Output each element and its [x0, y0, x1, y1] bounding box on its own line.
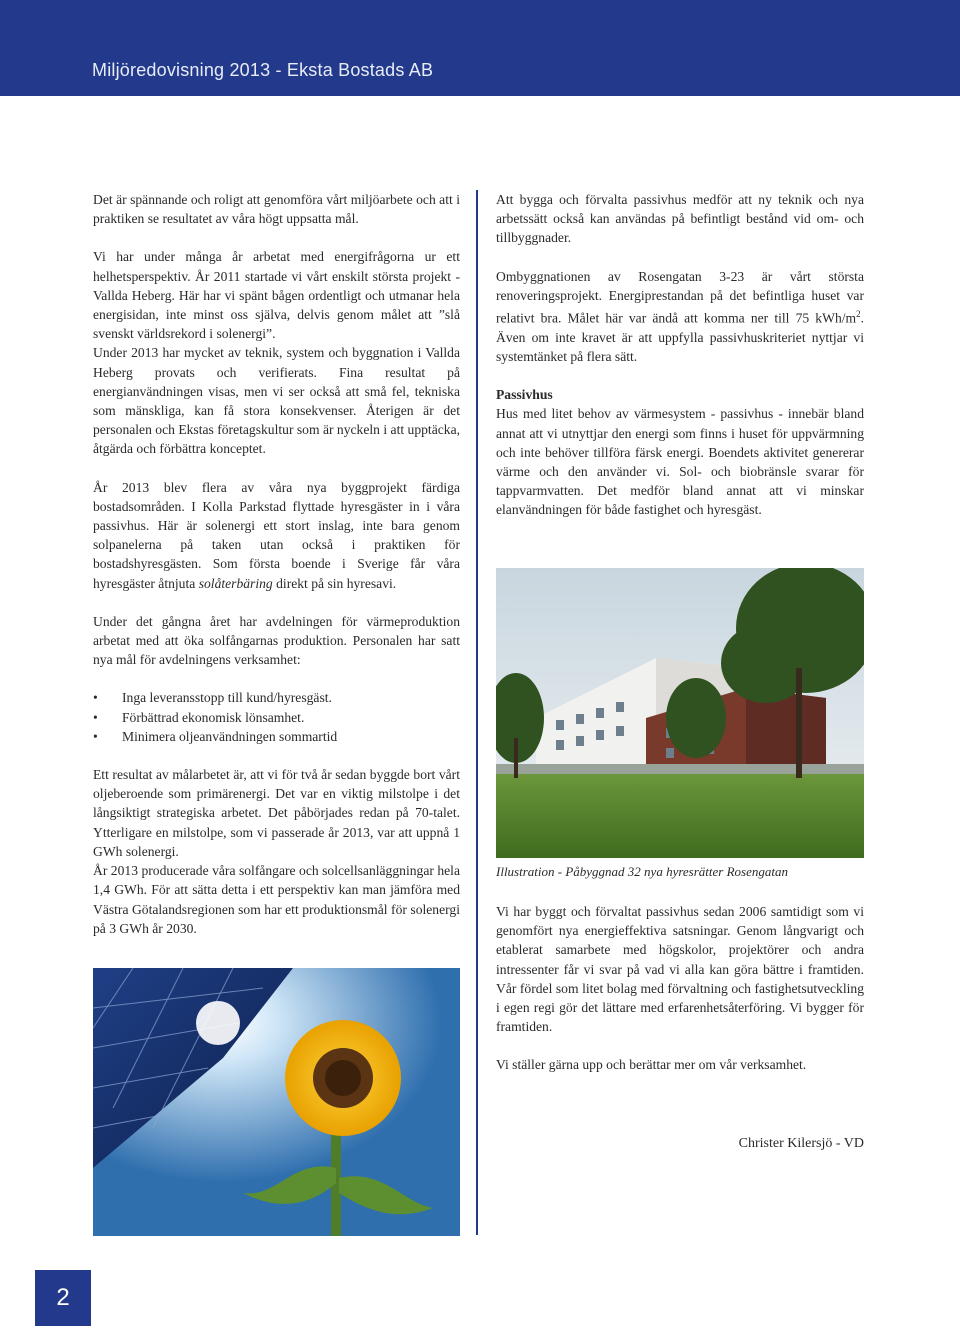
right-column-lower [496, 902, 864, 1075]
goal-list [93, 688, 460, 746]
image-caption: Illustration - Påbyggnad 32 nya hyresrätter Rosengatan [496, 864, 788, 879]
list-item: • Minimera oljeanvändningen sommartid [93, 727, 460, 746]
paragraph: Hus med litet behov av värmesystem - passivhus - innebär bland annat att vi utnyttjar den energi som finns i huset för uppvärmning och inte behöver tillföra färsk energi. Boendets aktivitet genererar värme och den använder vi. Sol- och biobränsle svarar för tappvarmvatten. Det medför bland annat att vi minskar elanvändningen för både fastighet och hyresgäst. [496, 406, 864, 518]
paragraph [93, 478, 460, 593]
list-item: • Förbättrad ekonomisk lönsamhet. [93, 708, 460, 727]
paragraph: Under det gångna året har avdelningen för värmeproduktion arbetat med att öka solfångarnas produktion. Personalen har satt nya mål för avdelningens verksamhet: [93, 613, 460, 668]
text-span: Ombyggnationen av Rosengatan 3-23 är vårt största renoveringsprojekt. Energiprestandan på det befintliga huset var relativt bra. Målet här var ändå att komma ner till 75 kWh/m [496, 268, 864, 326]
document-title: Miljöredovisning 2013 - Eksta Bostads AB [92, 60, 434, 80]
intro-paragraph: Det är spännande och roligt att genomföra vårt miljöarbete och att i praktiken se resultatet av våra högt uppsatta mål. [93, 192, 460, 227]
header-bar [0, 0, 960, 96]
paragraph: Ett resultat av målarbetet är, att vi för två år sedan byggde bort vårt oljeberoende som primärenergi. Det var en viktig milstolpe i det långsiktigt strategiska arbetet. Det påbörjades redan på 70-talet. Ytterligare en milstolpe, som vi passerade år 2013, var att uppnå 1 GWh solenergi. [93, 767, 460, 859]
list-item: • Inga leveransstopp till kund/hyresgäst. [93, 688, 460, 707]
superscript: 2 [856, 309, 861, 320]
paragraph: Vi har byggt och förvaltat passivhus sedan 2006 samtidigt som vi genomfört nya energieffektiva satsningar. Genom långvarigt och etablerat samarbete med högskolor, projektörer och andra intressenter får vi svar på vad vi alla kan göra bättre i framtiden. Vår fördel som litet bolag med förvaltning och fastighetsutveckling i egen regi gör det lättare med erfarenhetsåterföring. Vi bygger för framtiden. [496, 904, 864, 1035]
paragraph: Vi har under många år arbetat med energifrågorna ur ett helhetsperspektiv. År 2011 startade vi vårt enskilt största projekt - Vallda Heberg. Här har vi spänt bågen ordentligt och utmanar hela energisidan, inte minst oss själva, delvis genom målet att ”slå svenskt världsrekord i solenergi”. [93, 249, 460, 342]
paragraph: Vi ställer gärna upp och berättar mer om vår verksamhet. [496, 1057, 807, 1073]
text-span: År 2013 blev flera av våra nya byggprojekt färdiga bostadsområden. I Kolla Parkstad flyttade hyresgäster in i våra passivhus. Här är solenergi ett stort inslag, inte bara genom solpanelerna på taken utan också i praktiken för bostadshyresgästen. Som första boende i Sverige får våra hyresgäster åtnjuta [93, 479, 460, 591]
paragraph [496, 267, 864, 367]
page-number-badge: 2 [35, 1270, 91, 1326]
text-span: direkt på sin hyresavi. [272, 575, 397, 591]
paragraph: Att bygga och förvalta passivhus medför att ny teknik och nya arbetssätt också kan användas på befintligt bestånd vid om- och tillbyggnader. [496, 192, 864, 246]
signature: Christer Kilersjö - VD [738, 1136, 864, 1151]
emphasis-text: solåterbäring [198, 575, 273, 591]
left-column [93, 190, 460, 938]
paragraph: Under 2013 har mycket av teknik, system och byggnation i Vallda Heberg provats och verifierats. Fina resultat på energianvändningen visas, men vi ser också att små fel, tekniska som mänskliga, kan få stora konsekvenser. Återigen är det personalen och Ekstas företagskultur som är nyckeln i att upptäcka, åtgärda och förbättra konceptet. [93, 345, 460, 457]
sunflower-solar-panel-photo [93, 968, 460, 1236]
building-illustration [496, 568, 864, 858]
text-span: . Även om inte kravet är att uppfylla passivhuskriteriet nyttjar vi systemtänket på flera sätt. [496, 310, 864, 364]
section-heading: Passivhus [496, 387, 553, 403]
paragraph: År 2013 producerade våra solfångare och solcellsanläggningar hela 1,4 GWh. För att sätta detta i ett perspektiv kan man jämföra med Västra Götalandsregionen som har ett produktionsmål för solenergi på 3 GWh år 2030. [93, 863, 460, 936]
right-column [496, 190, 864, 520]
column-divider [476, 190, 478, 1235]
